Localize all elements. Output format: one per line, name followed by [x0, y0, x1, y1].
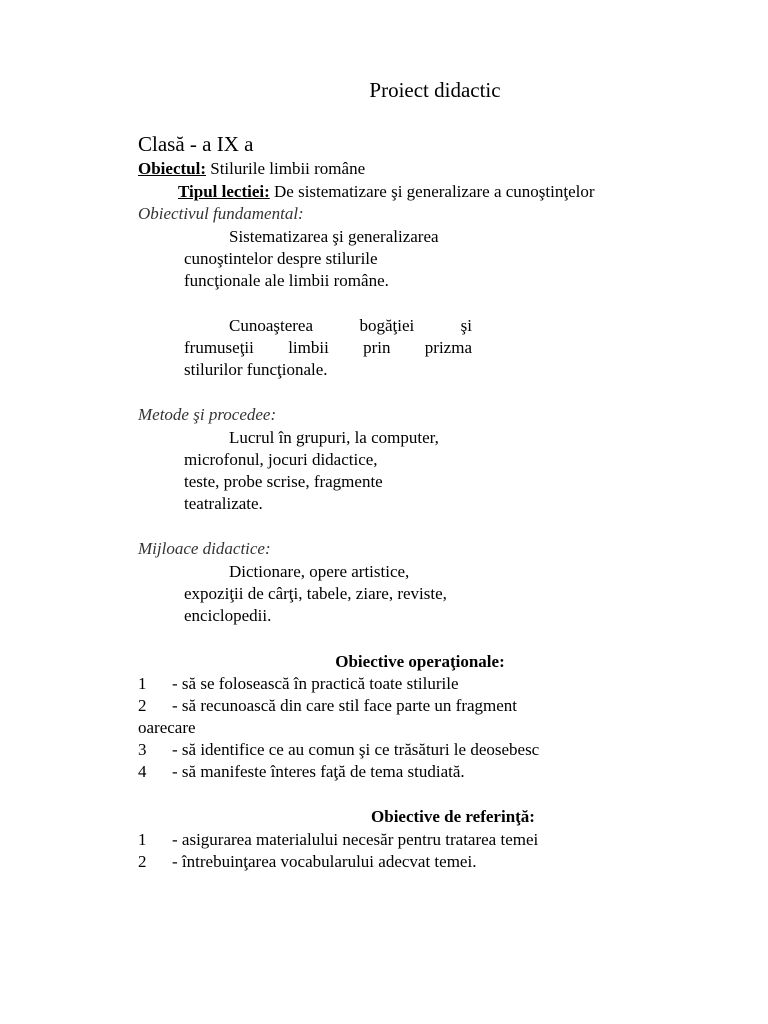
class-line: Clasă - a IX a — [138, 132, 254, 156]
operational-objectives-heading: Obiective operaţionale: — [335, 652, 505, 671]
fundamental-p1-line3: funcţionale ale limbii române. — [184, 271, 389, 290]
fundamental-p1-line2: cunoştintelor despre stilurile — [184, 249, 378, 268]
subject-line — [138, 158, 365, 180]
fundamental-p2-line2 — [184, 337, 472, 359]
methods-heading: Metode şi procedee: — [138, 405, 277, 424]
means-line2: expoziţii de cârţi, tabele, ziare, reviste, — [184, 584, 447, 603]
subject-label: Obiectul: — [138, 159, 206, 178]
reference-objectives-heading: Obiective de referinţă: — [371, 807, 535, 826]
operational-item — [138, 673, 459, 695]
methods-line1: Lucrul în grupuri, la computer, — [229, 428, 439, 447]
item-number: 1 — [138, 830, 147, 849]
word: frumuseţii — [184, 338, 254, 357]
item-text: - să recunoască din care stil face parte un fragment — [172, 696, 518, 715]
lesson-type-value: De sistematizare şi generalizare a cunoştinţelor — [269, 182, 595, 201]
means-line1: Dictionare, opere artistice, — [229, 562, 410, 581]
operational-item — [138, 761, 465, 783]
fundamental-objective-heading: Obiectivul fundamental: — [138, 204, 304, 223]
reference-item — [138, 829, 538, 851]
word: bogăţiei — [359, 316, 415, 335]
word: limbii — [288, 338, 329, 357]
fundamental-p1-line1: Sistematizarea şi generalizarea — [229, 227, 439, 246]
word: prin — [363, 338, 391, 357]
item-number: 1 — [138, 674, 147, 693]
operational-item — [138, 739, 539, 761]
item-text: - întrebuinţarea vocabularului adecvat temei. — [172, 852, 477, 871]
word: prizma — [424, 338, 472, 357]
item-text: - să identifice ce au comun şi ce trăsături le deosebesc — [172, 740, 540, 759]
lesson-type-label: Tipul lectiei: — [178, 182, 270, 201]
operational-item — [138, 695, 517, 717]
item-number: 4 — [138, 762, 147, 781]
word: şi — [460, 316, 472, 335]
item-number: 2 — [138, 852, 147, 871]
methods-line4: teatralizate. — [184, 494, 263, 513]
methods-line3: teste, probe scrise, fragmente — [184, 472, 383, 491]
item-text: - asigurarea materialului necesăr pentru tratarea temei — [172, 830, 539, 849]
page-title: Proiect didactic — [369, 78, 501, 102]
fundamental-p2-line3: stilurilor funcţionale. — [184, 360, 328, 379]
item-text: - să se folosească în practică toate stilurile — [172, 674, 459, 693]
fundamental-p2-line1 — [229, 315, 472, 337]
methods-line2: microfonul, jocuri didactice, — [184, 450, 378, 469]
item-number: 3 — [138, 740, 147, 759]
means-heading: Mijloace didactice: — [138, 539, 271, 558]
item-text: - să manifeste înteres faţă de tema studiată. — [172, 762, 465, 781]
means-line3: enciclopedii. — [184, 606, 272, 625]
operational-item-continuation: oarecare — [138, 718, 196, 737]
reference-item — [138, 851, 476, 873]
word: Cunoaşterea — [229, 316, 314, 335]
lesson-type-line — [178, 181, 595, 203]
subject-value: Stilurile limbii române — [206, 159, 366, 178]
item-number: 2 — [138, 696, 147, 715]
